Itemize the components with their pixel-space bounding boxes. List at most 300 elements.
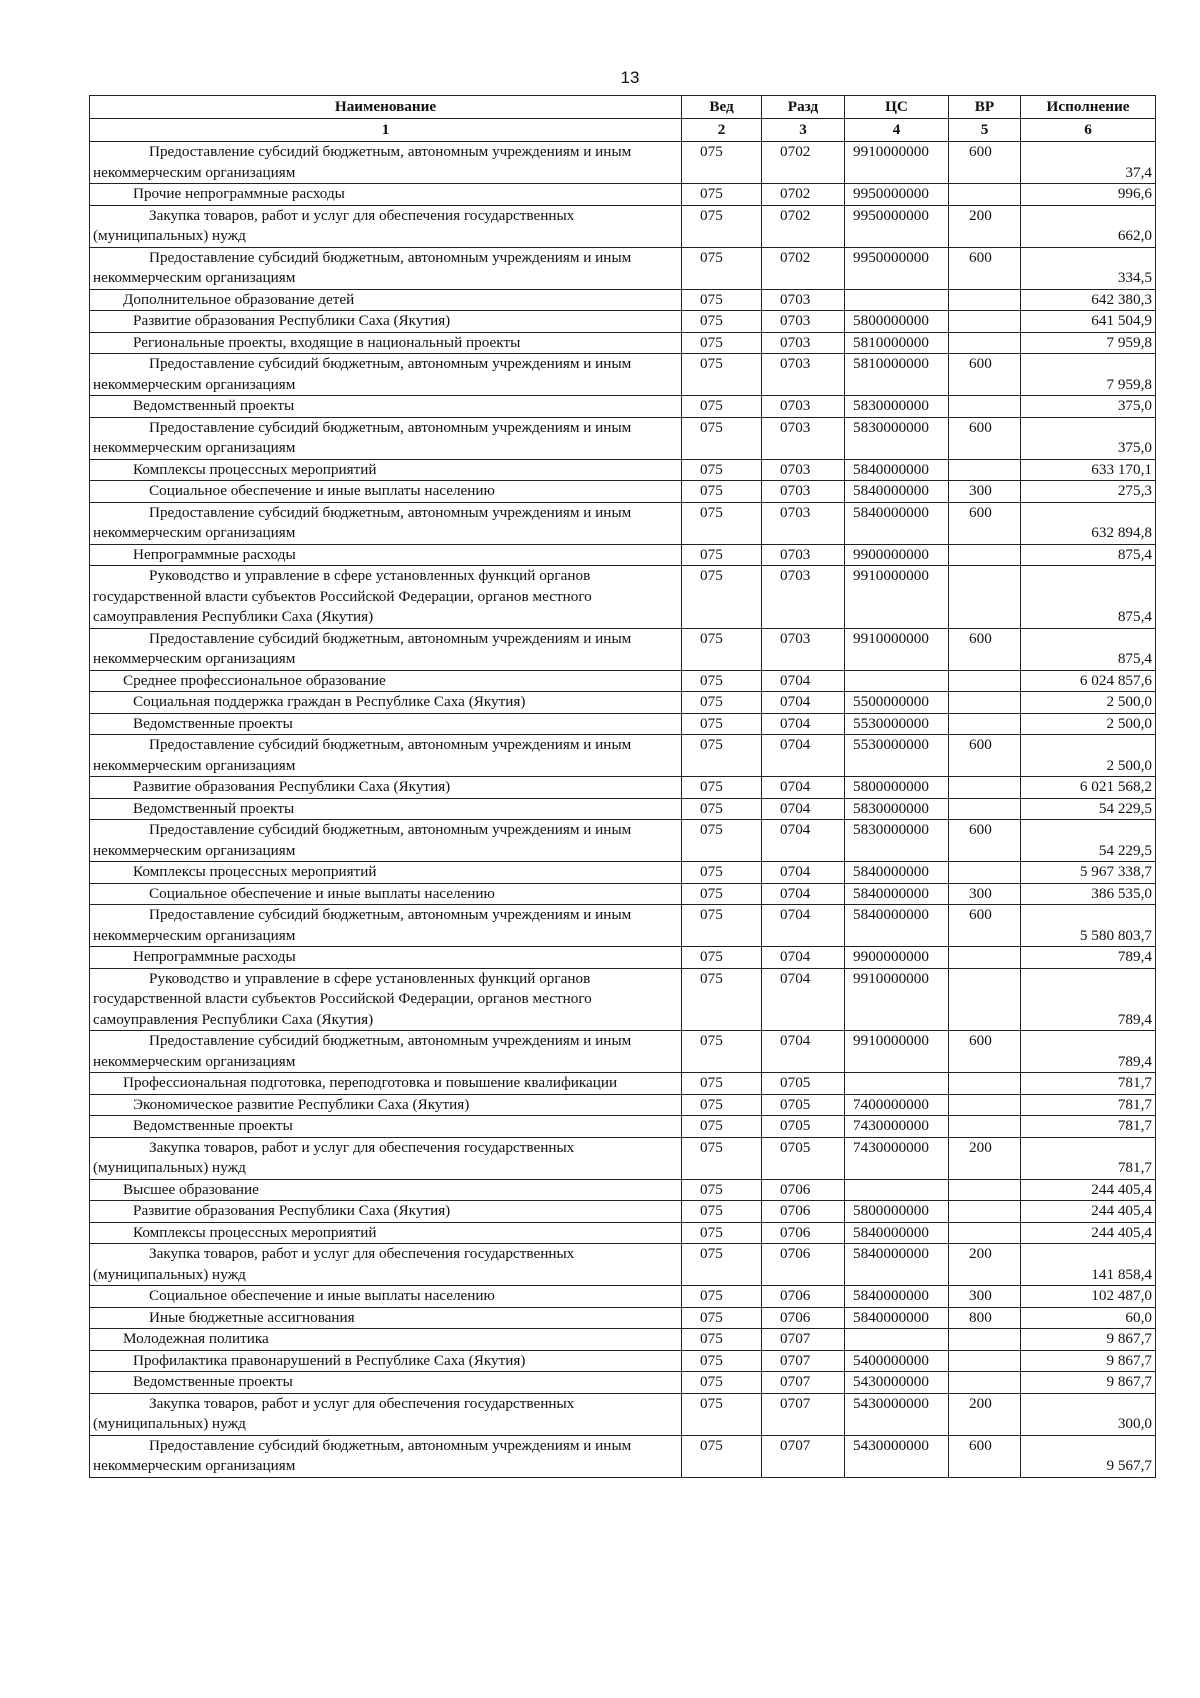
row-ved: 075 bbox=[682, 1179, 762, 1201]
row-cs: 9910000000 bbox=[845, 566, 949, 629]
row-value: 781,7 bbox=[1021, 1137, 1156, 1179]
row-ved: 075 bbox=[682, 205, 762, 247]
header-name: Наименование bbox=[90, 96, 682, 119]
row-razd: 0706 bbox=[762, 1244, 845, 1286]
table-row bbox=[90, 1307, 1156, 1329]
row-name: Предоставление субсидий бюджетным, автономным учреждениям и иным некоммерческим организациям bbox=[90, 905, 682, 947]
row-razd: 0703 bbox=[762, 628, 845, 670]
table-row bbox=[90, 1137, 1156, 1179]
row-value: 7 959,8 bbox=[1021, 332, 1156, 354]
row-name: Непрограммные расходы bbox=[90, 947, 682, 969]
column-number: 6 bbox=[1021, 119, 1156, 142]
row-cs: 5430000000 bbox=[845, 1372, 949, 1394]
row-name: Развитие образования Республики Саха (Якутия) bbox=[90, 777, 682, 799]
row-name: Дополнительное образование детей bbox=[90, 289, 682, 311]
row-razd: 0703 bbox=[762, 396, 845, 418]
row-razd: 0707 bbox=[762, 1329, 845, 1351]
table-row bbox=[90, 289, 1156, 311]
row-vr: 600 bbox=[949, 417, 1021, 459]
row-value: 789,4 bbox=[1021, 1031, 1156, 1073]
row-name: Прочие непрограммные расходы bbox=[90, 184, 682, 206]
row-cs bbox=[845, 1179, 949, 1201]
row-vr bbox=[949, 777, 1021, 799]
row-razd: 0702 bbox=[762, 247, 845, 289]
row-name: Профилактика правонарушений в Республике Саха (Якутия) bbox=[90, 1350, 682, 1372]
row-value: 334,5 bbox=[1021, 247, 1156, 289]
header-razd: Разд bbox=[762, 96, 845, 119]
row-ved: 075 bbox=[682, 481, 762, 503]
row-ved: 075 bbox=[682, 670, 762, 692]
row-razd: 0705 bbox=[762, 1137, 845, 1179]
row-razd: 0703 bbox=[762, 481, 845, 503]
table-row bbox=[90, 1244, 1156, 1286]
row-ved: 075 bbox=[682, 289, 762, 311]
row-razd: 0704 bbox=[762, 947, 845, 969]
row-value: 2 500,0 bbox=[1021, 713, 1156, 735]
row-value: 789,4 bbox=[1021, 968, 1156, 1031]
row-cs: 5830000000 bbox=[845, 820, 949, 862]
table-row bbox=[90, 947, 1156, 969]
row-razd: 0704 bbox=[762, 777, 845, 799]
row-value: 102 487,0 bbox=[1021, 1286, 1156, 1308]
budget-table bbox=[89, 95, 1156, 1478]
header-vr: ВР bbox=[949, 96, 1021, 119]
row-vr bbox=[949, 1179, 1021, 1201]
row-name: Экономическое развитие Республики Саха (Якутия) bbox=[90, 1094, 682, 1116]
row-cs: 9910000000 bbox=[845, 142, 949, 184]
table-row bbox=[90, 1286, 1156, 1308]
row-name: Профессиональная подготовка, переподготовка и повышение квалификации bbox=[90, 1073, 682, 1095]
row-value: 642 380,3 bbox=[1021, 289, 1156, 311]
row-name: Закупка товаров, работ и услуг для обеспечения государственных (муниципальных) нужд bbox=[90, 1137, 682, 1179]
row-razd: 0704 bbox=[762, 1031, 845, 1073]
row-cs: 5840000000 bbox=[845, 502, 949, 544]
row-vr bbox=[949, 184, 1021, 206]
row-razd: 0704 bbox=[762, 905, 845, 947]
row-value: 632 894,8 bbox=[1021, 502, 1156, 544]
row-value: 54 229,5 bbox=[1021, 820, 1156, 862]
row-ved: 075 bbox=[682, 1244, 762, 1286]
table-row bbox=[90, 142, 1156, 184]
row-vr bbox=[949, 566, 1021, 629]
table-row bbox=[90, 396, 1156, 418]
row-cs: 5840000000 bbox=[845, 459, 949, 481]
table-row bbox=[90, 566, 1156, 629]
row-razd: 0706 bbox=[762, 1286, 845, 1308]
column-number: 1 bbox=[90, 119, 682, 142]
row-razd: 0704 bbox=[762, 735, 845, 777]
row-razd: 0703 bbox=[762, 289, 845, 311]
row-razd: 0704 bbox=[762, 798, 845, 820]
row-cs: 9900000000 bbox=[845, 544, 949, 566]
row-cs: 9900000000 bbox=[845, 947, 949, 969]
row-cs: 5840000000 bbox=[845, 862, 949, 884]
row-vr bbox=[949, 947, 1021, 969]
row-cs: 5430000000 bbox=[845, 1393, 949, 1435]
row-vr bbox=[949, 1201, 1021, 1223]
table-row bbox=[90, 544, 1156, 566]
row-cs: 5830000000 bbox=[845, 396, 949, 418]
row-ved: 075 bbox=[682, 1435, 762, 1477]
row-ved: 075 bbox=[682, 566, 762, 629]
row-vr bbox=[949, 332, 1021, 354]
table-row bbox=[90, 311, 1156, 333]
row-vr: 600 bbox=[949, 1435, 1021, 1477]
row-name: Среднее профессиональное образование bbox=[90, 670, 682, 692]
row-cs: 5800000000 bbox=[845, 777, 949, 799]
row-vr bbox=[949, 692, 1021, 714]
table-row bbox=[90, 247, 1156, 289]
row-name: Развитие образования Республики Саха (Якутия) bbox=[90, 1201, 682, 1223]
row-razd: 0705 bbox=[762, 1094, 845, 1116]
row-value: 875,4 bbox=[1021, 566, 1156, 629]
header-row bbox=[90, 96, 1156, 119]
row-ved: 075 bbox=[682, 1094, 762, 1116]
row-name: Непрограммные расходы bbox=[90, 544, 682, 566]
row-value: 9 867,7 bbox=[1021, 1329, 1156, 1351]
table-row bbox=[90, 205, 1156, 247]
row-value: 386 535,0 bbox=[1021, 883, 1156, 905]
table-row bbox=[90, 798, 1156, 820]
row-ved: 075 bbox=[682, 544, 762, 566]
row-name: Комплексы процессных мероприятий bbox=[90, 459, 682, 481]
row-ved: 075 bbox=[682, 1307, 762, 1329]
header-ved: Вед bbox=[682, 96, 762, 119]
row-vr bbox=[949, 396, 1021, 418]
row-razd: 0703 bbox=[762, 311, 845, 333]
row-cs: 5500000000 bbox=[845, 692, 949, 714]
row-razd: 0703 bbox=[762, 566, 845, 629]
row-ved: 075 bbox=[682, 396, 762, 418]
row-name: Иные бюджетные ассигнования bbox=[90, 1307, 682, 1329]
row-vr bbox=[949, 311, 1021, 333]
row-vr bbox=[949, 1350, 1021, 1372]
row-name: Социальное обеспечение и иные выплаты населению bbox=[90, 481, 682, 503]
row-vr: 200 bbox=[949, 1393, 1021, 1435]
row-vr bbox=[949, 713, 1021, 735]
table-row bbox=[90, 713, 1156, 735]
row-cs: 5530000000 bbox=[845, 735, 949, 777]
page-number: 13 bbox=[620, 68, 640, 87]
row-vr bbox=[949, 798, 1021, 820]
row-value: 5 967 338,7 bbox=[1021, 862, 1156, 884]
row-name: Предоставление субсидий бюджетным, автономным учреждениям и иным некоммерческим организациям bbox=[90, 628, 682, 670]
table-row bbox=[90, 905, 1156, 947]
table-row bbox=[90, 1031, 1156, 1073]
row-razd: 0706 bbox=[762, 1201, 845, 1223]
row-ved: 075 bbox=[682, 311, 762, 333]
row-ved: 075 bbox=[682, 1073, 762, 1095]
row-razd: 0704 bbox=[762, 670, 845, 692]
row-ved: 075 bbox=[682, 1329, 762, 1351]
row-ved: 075 bbox=[682, 459, 762, 481]
row-name: Предоставление субсидий бюджетным, автономным учреждениям и иным некоммерческим организациям bbox=[90, 820, 682, 862]
row-razd: 0706 bbox=[762, 1179, 845, 1201]
row-razd: 0702 bbox=[762, 205, 845, 247]
row-value: 9 867,7 bbox=[1021, 1372, 1156, 1394]
row-ved: 075 bbox=[682, 1393, 762, 1435]
row-vr: 600 bbox=[949, 735, 1021, 777]
row-ved: 075 bbox=[682, 798, 762, 820]
row-vr bbox=[949, 862, 1021, 884]
row-razd: 0704 bbox=[762, 862, 845, 884]
row-razd: 0704 bbox=[762, 968, 845, 1031]
row-name: Комплексы процессных мероприятий bbox=[90, 1222, 682, 1244]
row-razd: 0703 bbox=[762, 332, 845, 354]
row-cs: 5840000000 bbox=[845, 1286, 949, 1308]
row-cs: 5810000000 bbox=[845, 354, 949, 396]
table-row bbox=[90, 670, 1156, 692]
row-vr: 600 bbox=[949, 502, 1021, 544]
table-row bbox=[90, 862, 1156, 884]
row-value: 875,4 bbox=[1021, 544, 1156, 566]
row-razd: 0705 bbox=[762, 1116, 845, 1138]
row-value: 54 229,5 bbox=[1021, 798, 1156, 820]
row-name: Региональные проекты, входящие в национальный проекты bbox=[90, 332, 682, 354]
row-razd: 0704 bbox=[762, 692, 845, 714]
row-cs bbox=[845, 1329, 949, 1351]
row-name: Закупка товаров, работ и услуг для обеспечения государственных (муниципальных) нужд bbox=[90, 1244, 682, 1286]
row-value: 633 170,1 bbox=[1021, 459, 1156, 481]
row-vr: 300 bbox=[949, 481, 1021, 503]
row-cs: 7430000000 bbox=[845, 1116, 949, 1138]
row-name: Ведомственные проекты bbox=[90, 1372, 682, 1394]
row-ved: 075 bbox=[682, 820, 762, 862]
row-cs: 5840000000 bbox=[845, 1222, 949, 1244]
table-row bbox=[90, 1073, 1156, 1095]
row-vr bbox=[949, 459, 1021, 481]
row-razd: 0707 bbox=[762, 1350, 845, 1372]
row-value: 2 500,0 bbox=[1021, 735, 1156, 777]
row-ved: 075 bbox=[682, 968, 762, 1031]
row-name: Руководство и управление в сфере установленных функций органов государственной власти субъектов Российской Федерации, органов местного самоуправления Республики Саха (Якутия) bbox=[90, 566, 682, 629]
row-vr bbox=[949, 1372, 1021, 1394]
row-razd: 0702 bbox=[762, 142, 845, 184]
row-ved: 075 bbox=[682, 692, 762, 714]
table-row bbox=[90, 459, 1156, 481]
row-vr bbox=[949, 670, 1021, 692]
row-value: 781,7 bbox=[1021, 1073, 1156, 1095]
row-value: 275,3 bbox=[1021, 481, 1156, 503]
row-vr: 800 bbox=[949, 1307, 1021, 1329]
table-row bbox=[90, 1222, 1156, 1244]
row-vr: 200 bbox=[949, 205, 1021, 247]
table-body bbox=[90, 142, 1156, 1478]
row-vr: 300 bbox=[949, 1286, 1021, 1308]
row-vr: 600 bbox=[949, 628, 1021, 670]
row-value: 781,7 bbox=[1021, 1116, 1156, 1138]
row-vr bbox=[949, 544, 1021, 566]
row-value: 662,0 bbox=[1021, 205, 1156, 247]
row-name: Предоставление субсидий бюджетным, автономным учреждениям и иным некоммерческим организациям bbox=[90, 354, 682, 396]
row-ved: 075 bbox=[682, 1286, 762, 1308]
table-row bbox=[90, 628, 1156, 670]
row-cs: 5840000000 bbox=[845, 905, 949, 947]
row-value: 875,4 bbox=[1021, 628, 1156, 670]
row-ved: 075 bbox=[682, 713, 762, 735]
row-name: Социальная поддержка граждан в Республике Саха (Якутия) bbox=[90, 692, 682, 714]
row-ved: 075 bbox=[682, 142, 762, 184]
row-name: Руководство и управление в сфере установленных функций органов государственной власти субъектов Российской Федерации, органов местного самоуправления Республики Саха (Якутия) bbox=[90, 968, 682, 1031]
row-cs bbox=[845, 1073, 949, 1095]
table-row bbox=[90, 1116, 1156, 1138]
row-ved: 075 bbox=[682, 184, 762, 206]
row-name: Ведомственные проекты bbox=[90, 713, 682, 735]
row-value: 2 500,0 bbox=[1021, 692, 1156, 714]
row-cs: 5830000000 bbox=[845, 417, 949, 459]
row-value: 300,0 bbox=[1021, 1393, 1156, 1435]
table-row bbox=[90, 417, 1156, 459]
row-value: 244 405,4 bbox=[1021, 1222, 1156, 1244]
header-execution: Исполнение bbox=[1021, 96, 1156, 119]
row-vr bbox=[949, 1116, 1021, 1138]
table-row bbox=[90, 502, 1156, 544]
row-vr bbox=[949, 968, 1021, 1031]
row-ved: 075 bbox=[682, 1201, 762, 1223]
row-value: 7 959,8 bbox=[1021, 354, 1156, 396]
row-name: Предоставление субсидий бюджетным, автономным учреждениям и иным некоммерческим организациям bbox=[90, 1435, 682, 1477]
row-value: 789,4 bbox=[1021, 947, 1156, 969]
table-row bbox=[90, 1350, 1156, 1372]
row-value: 60,0 bbox=[1021, 1307, 1156, 1329]
row-cs: 5800000000 bbox=[845, 311, 949, 333]
row-razd: 0703 bbox=[762, 459, 845, 481]
row-value: 6 024 857,6 bbox=[1021, 670, 1156, 692]
row-value: 641 504,9 bbox=[1021, 311, 1156, 333]
row-name: Молодежная политика bbox=[90, 1329, 682, 1351]
table-row bbox=[90, 1329, 1156, 1351]
row-name: Ведомственные проекты bbox=[90, 1116, 682, 1138]
row-vr bbox=[949, 1329, 1021, 1351]
row-name: Социальное обеспечение и иные выплаты населению bbox=[90, 883, 682, 905]
row-cs: 9950000000 bbox=[845, 184, 949, 206]
row-vr: 600 bbox=[949, 820, 1021, 862]
row-name: Закупка товаров, работ и услуг для обеспечения государственных (муниципальных) нужд bbox=[90, 205, 682, 247]
column-number: 5 bbox=[949, 119, 1021, 142]
row-ved: 075 bbox=[682, 354, 762, 396]
table-row bbox=[90, 883, 1156, 905]
row-cs: 5840000000 bbox=[845, 481, 949, 503]
column-number: 3 bbox=[762, 119, 845, 142]
row-name: Предоставление субсидий бюджетным, автономным учреждениям и иным некоммерческим организациям bbox=[90, 247, 682, 289]
table-row bbox=[90, 1435, 1156, 1477]
row-cs: 5840000000 bbox=[845, 1244, 949, 1286]
table-row bbox=[90, 1179, 1156, 1201]
row-name: Комплексы процессных мероприятий bbox=[90, 862, 682, 884]
row-ved: 075 bbox=[682, 628, 762, 670]
row-cs: 5400000000 bbox=[845, 1350, 949, 1372]
row-value: 375,0 bbox=[1021, 417, 1156, 459]
row-ved: 075 bbox=[682, 883, 762, 905]
table-row bbox=[90, 692, 1156, 714]
row-razd: 0702 bbox=[762, 184, 845, 206]
row-cs: 5430000000 bbox=[845, 1435, 949, 1477]
row-ved: 075 bbox=[682, 777, 762, 799]
row-vr: 600 bbox=[949, 354, 1021, 396]
row-vr: 600 bbox=[949, 905, 1021, 947]
row-value: 37,4 bbox=[1021, 142, 1156, 184]
row-razd: 0703 bbox=[762, 502, 845, 544]
column-number: 2 bbox=[682, 119, 762, 142]
row-vr: 300 bbox=[949, 883, 1021, 905]
row-cs: 5810000000 bbox=[845, 332, 949, 354]
row-name: Социальное обеспечение и иные выплаты населению bbox=[90, 1286, 682, 1308]
row-ved: 075 bbox=[682, 947, 762, 969]
row-vr bbox=[949, 1222, 1021, 1244]
row-name: Предоставление субсидий бюджетным, автономным учреждениям и иным некоммерческим организациям bbox=[90, 1031, 682, 1073]
row-vr: 200 bbox=[949, 1244, 1021, 1286]
row-value: 9 567,7 bbox=[1021, 1435, 1156, 1477]
row-ved: 075 bbox=[682, 417, 762, 459]
row-vr: 200 bbox=[949, 1137, 1021, 1179]
row-vr: 600 bbox=[949, 247, 1021, 289]
row-ved: 075 bbox=[682, 502, 762, 544]
row-razd: 0707 bbox=[762, 1435, 845, 1477]
column-number: 4 bbox=[845, 119, 949, 142]
row-value: 375,0 bbox=[1021, 396, 1156, 418]
row-cs: 5840000000 bbox=[845, 1307, 949, 1329]
row-razd: 0704 bbox=[762, 713, 845, 735]
row-ved: 075 bbox=[682, 905, 762, 947]
row-ved: 075 bbox=[682, 1222, 762, 1244]
row-ved: 075 bbox=[682, 247, 762, 289]
row-ved: 075 bbox=[682, 1350, 762, 1372]
row-razd: 0707 bbox=[762, 1393, 845, 1435]
row-value: 141 858,4 bbox=[1021, 1244, 1156, 1286]
table-row bbox=[90, 968, 1156, 1031]
row-ved: 075 bbox=[682, 735, 762, 777]
row-cs: 5800000000 bbox=[845, 1201, 949, 1223]
row-value: 5 580 803,7 bbox=[1021, 905, 1156, 947]
row-vr bbox=[949, 1073, 1021, 1095]
row-razd: 0704 bbox=[762, 883, 845, 905]
row-value: 996,6 bbox=[1021, 184, 1156, 206]
table-row bbox=[90, 332, 1156, 354]
row-razd: 0704 bbox=[762, 820, 845, 862]
row-razd: 0703 bbox=[762, 544, 845, 566]
row-razd: 0703 bbox=[762, 354, 845, 396]
row-cs: 5840000000 bbox=[845, 883, 949, 905]
row-cs bbox=[845, 289, 949, 311]
row-vr: 600 bbox=[949, 1031, 1021, 1073]
row-cs: 7430000000 bbox=[845, 1137, 949, 1179]
row-name: Высшее образование bbox=[90, 1179, 682, 1201]
table-row bbox=[90, 735, 1156, 777]
row-name: Развитие образования Республики Саха (Якутия) bbox=[90, 311, 682, 333]
row-value: 6 021 568,2 bbox=[1021, 777, 1156, 799]
row-razd: 0703 bbox=[762, 417, 845, 459]
row-cs: 9950000000 bbox=[845, 247, 949, 289]
row-razd: 0706 bbox=[762, 1222, 845, 1244]
row-cs bbox=[845, 670, 949, 692]
table-row bbox=[90, 820, 1156, 862]
row-name: Предоставление субсидий бюджетным, автономным учреждениям и иным некоммерческим организациям bbox=[90, 735, 682, 777]
row-vr bbox=[949, 289, 1021, 311]
row-razd: 0705 bbox=[762, 1073, 845, 1095]
row-value: 244 405,4 bbox=[1021, 1201, 1156, 1223]
row-name: Ведомственный проекты bbox=[90, 798, 682, 820]
row-ved: 075 bbox=[682, 1031, 762, 1073]
header-cs: ЦС bbox=[845, 96, 949, 119]
table-row bbox=[90, 481, 1156, 503]
row-ved: 075 bbox=[682, 1116, 762, 1138]
table-row bbox=[90, 1201, 1156, 1223]
row-cs: 7400000000 bbox=[845, 1094, 949, 1116]
row-name: Ведомственный проекты bbox=[90, 396, 682, 418]
row-ved: 075 bbox=[682, 1372, 762, 1394]
row-vr: 600 bbox=[949, 142, 1021, 184]
row-ved: 075 bbox=[682, 332, 762, 354]
